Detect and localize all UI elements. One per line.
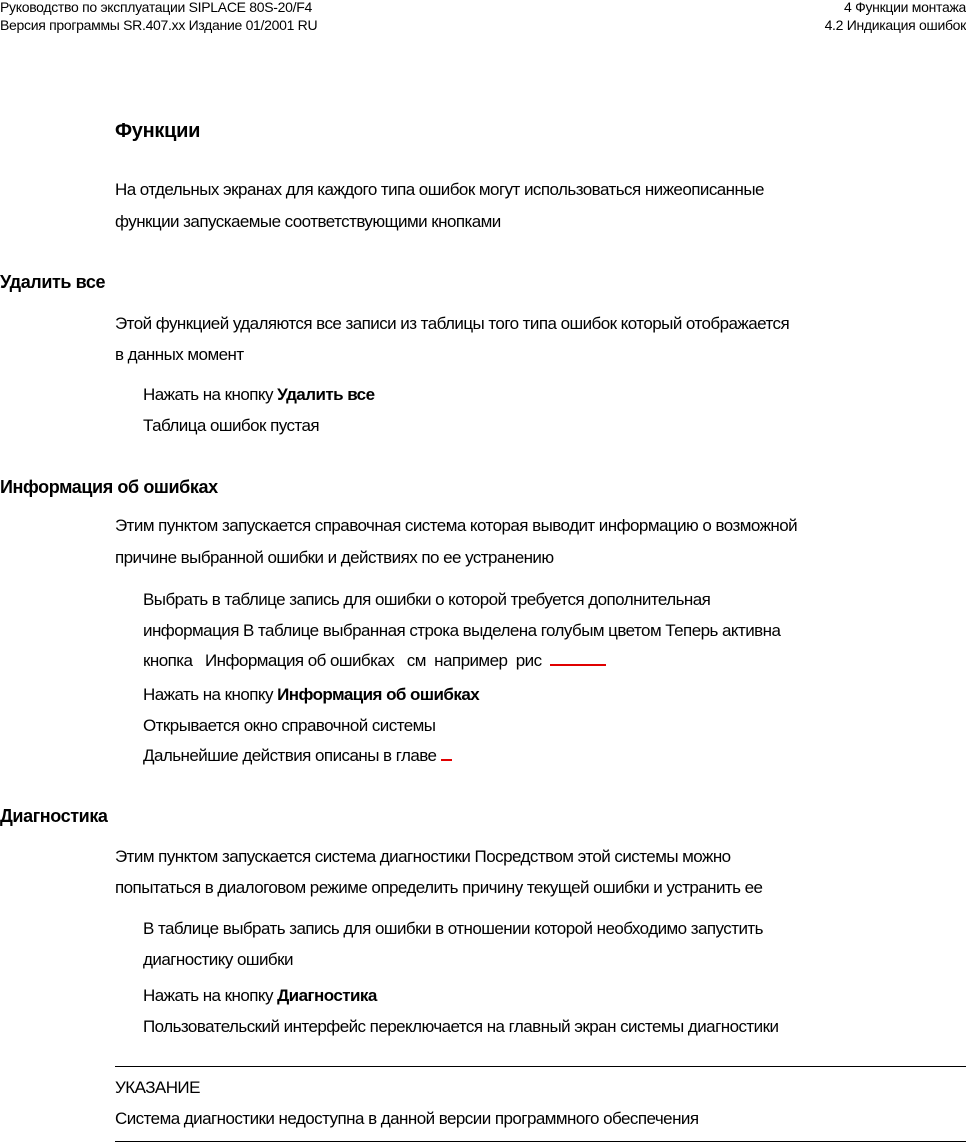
note-text: Система диагностики недоступна в данной версии программного обеспечения [115, 1109, 699, 1128]
step [143, 380, 375, 411]
intro-paragraph [115, 174, 764, 238]
text: Нажать на кнопку [143, 986, 278, 1005]
note-box [115, 1072, 699, 1134]
section-heading-delete-all: Удалить все [0, 272, 106, 292]
error-info-steps [143, 680, 479, 772]
text-line: Этим пунктом запускается справочная система которая выводит информацию о возможной [115, 516, 798, 535]
text-line: диагностику ошибки [143, 949, 293, 969]
error-info-description [115, 510, 797, 574]
text: Нажать на кнопку [143, 385, 278, 404]
button-name: Информация об ошибках [277, 685, 480, 704]
diagnostics-step1 [143, 914, 763, 975]
button-name: Удалить все [277, 385, 375, 404]
text-line: Этой функцией удаляются все записи из таблицы того типа ошибок который отображается [115, 314, 790, 333]
header-right [825, 0, 966, 34]
section-heading-diagnostics: Диагностика [0, 806, 108, 826]
text-line: причине выбранной ошибки и действиях по ее устранению [115, 548, 554, 567]
text-line: попытаться в диалоговом режиме определить причину текущей ошибки и устранить ее [115, 878, 763, 897]
step: Таблица ошибок пустая [143, 415, 320, 435]
text-line: в данных момент [115, 345, 244, 364]
header-left [0, 0, 317, 34]
diagnostics-steps [143, 981, 778, 1042]
delete-all-description [115, 308, 789, 370]
text-line: Выбрать в таблице запись для ошибки о которой требуется дополнительная [143, 590, 711, 609]
section-title: 4.2 Индикация ошибок [824, 17, 966, 33]
text-line: кнопка Информация об ошибках см например рис [143, 651, 550, 670]
text-line: функции запускаемые соответствующими кнопками [115, 212, 501, 231]
note-label: УКАЗАНИЕ [115, 1078, 200, 1097]
manual-title: Руководство по эксплуатации SIPLACE 80S-20/F4 [0, 0, 312, 15]
error-info-step1 [143, 585, 780, 677]
page-title: Функции [115, 120, 201, 142]
text-line: В таблице выбрать запись для ошибки в отношении которой необходимо запустить [143, 919, 763, 938]
step: Пользовательский интерфейс переключается на главный экран системы диагностики [143, 1016, 779, 1036]
text: Нажать на кнопку [143, 685, 278, 704]
figure-reference-link[interactable] [550, 650, 606, 666]
step: Открывается окно справочной системы [143, 715, 436, 735]
chapter-reference-link[interactable] [441, 745, 452, 761]
delete-all-steps [143, 380, 375, 441]
version-line: Версия программы SR.407.xx Издание 01/2001 RU [0, 17, 318, 33]
note-divider-top [115, 1066, 966, 1067]
chapter-title: 4 Функции монтажа [844, 0, 966, 15]
diagnostics-description [115, 841, 762, 903]
note-divider-bottom [115, 1141, 966, 1142]
step: Дальнейшие действия описаны в главе [143, 746, 441, 765]
button-name: Диагностика [277, 986, 377, 1005]
text-line: На отдельных экранах для каждого типа ошибок могут использоваться нижеописанные [115, 180, 764, 199]
text-line: информация В таблице выбранная строка выделена голубым цветом Теперь активна [143, 620, 781, 640]
section-heading-error-info: Информация об ошибках [0, 477, 218, 497]
text-line: Этим пунктом запускается система диагностики Посредством этой системы можно [115, 847, 731, 866]
